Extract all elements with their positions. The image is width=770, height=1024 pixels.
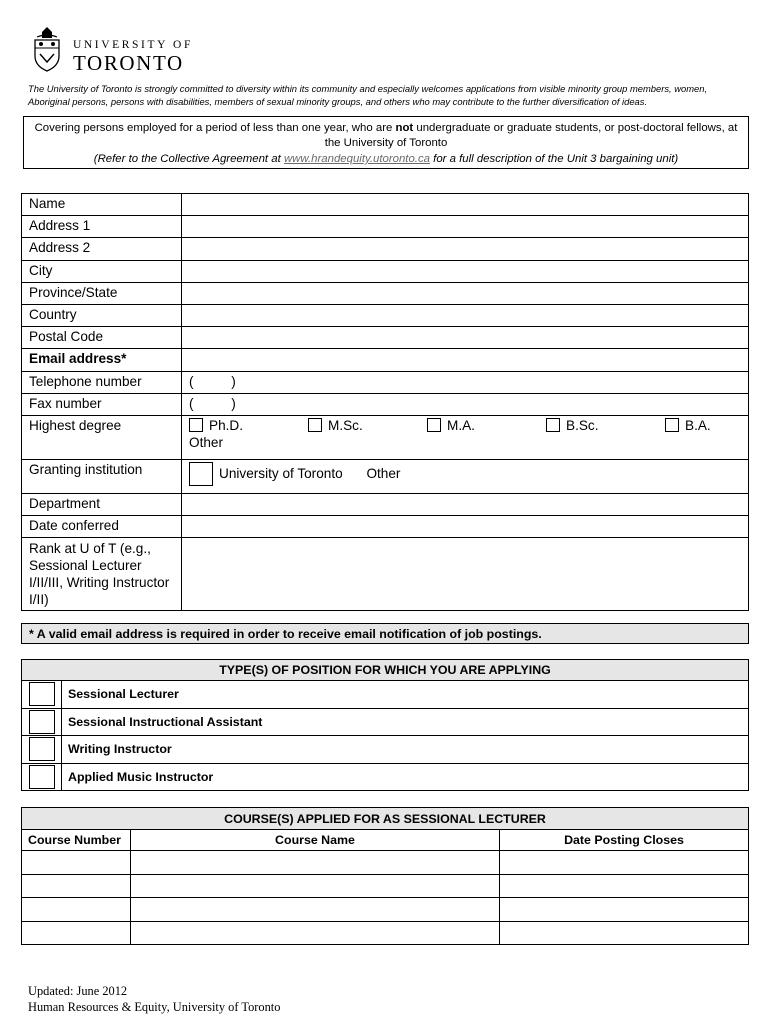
applicant-info-table xyxy=(21,193,749,611)
other-institution-label: Other xyxy=(366,465,401,481)
degree-option-phd[interactable] xyxy=(189,418,308,433)
country-field[interactable] xyxy=(182,304,749,326)
telephone-field[interactable] xyxy=(182,371,749,393)
reference-text-end: for a full description of the Unit 3 bargaining unit) xyxy=(430,153,679,165)
coverage-box xyxy=(23,116,749,169)
degree-option-msc[interactable] xyxy=(308,418,427,433)
courses-header: COURSE(S) APPLIED FOR AS SESSIONAL LECTURER xyxy=(22,808,749,830)
uoft-checkbox[interactable] xyxy=(189,462,213,486)
logo-university-of: UNIVERSITY OF xyxy=(73,39,193,51)
address2-label: Address 2 xyxy=(22,238,182,260)
email-notice: * A valid email address is required in order to receive email notification of job postings. xyxy=(21,623,749,644)
country-label: Country xyxy=(22,304,182,326)
email-field[interactable] xyxy=(182,349,749,371)
crest-icon xyxy=(32,26,62,72)
phd-label: Ph.D. xyxy=(209,417,243,433)
date-conferred-field[interactable] xyxy=(182,516,749,538)
bsc-checkbox[interactable] xyxy=(546,418,560,432)
msc-checkbox[interactable] xyxy=(308,418,322,432)
msc-label: M.Sc. xyxy=(328,417,363,433)
fax-field[interactable] xyxy=(182,393,749,415)
email-label: Email address* xyxy=(22,349,182,371)
degree-option-bsc[interactable] xyxy=(546,418,665,433)
course-name-cell[interactable] xyxy=(131,874,500,898)
coverage-text-bold: not xyxy=(395,122,414,134)
position-types-table xyxy=(21,659,749,791)
coverage-text-end: undergraduate or graduate students, or post-doctoral fellows, at the University of Toronto xyxy=(324,122,738,149)
date-posting-closes-header: Date Posting Closes xyxy=(500,830,749,851)
highest-degree-field xyxy=(182,415,749,459)
course-name-cell[interactable] xyxy=(131,921,500,945)
hrandequity-link[interactable]: www.hrandequity.utoronto.ca xyxy=(283,153,430,165)
rank-label: Rank at U of T (e.g., Sessional Lecturer I/II/III, Writing Instructor I/II) xyxy=(22,538,182,611)
position-checkbox-cell xyxy=(22,708,62,736)
degree-option-ma[interactable] xyxy=(427,418,546,433)
date-posting-closes-cell[interactable] xyxy=(500,898,749,922)
city-label: City xyxy=(22,260,182,282)
coverage-reference xyxy=(34,152,738,167)
ma-label: M.A. xyxy=(447,417,475,433)
address1-field[interactable] xyxy=(182,216,749,238)
name-field[interactable] xyxy=(182,194,749,216)
applied-music-instructor-checkbox[interactable] xyxy=(29,765,55,789)
name-label: Name xyxy=(22,194,182,216)
instructional-assistant-checkbox[interactable] xyxy=(29,710,55,734)
fax-area-code: ( ) xyxy=(189,395,236,411)
writing-instructor-checkbox[interactable] xyxy=(29,737,55,761)
course-number-cell[interactable] xyxy=(22,921,131,945)
province-field[interactable] xyxy=(182,282,749,304)
course-name-cell[interactable] xyxy=(131,898,500,922)
reference-text-start: (Refer to the Collective Agreement at xyxy=(93,153,284,165)
address2-field[interactable] xyxy=(182,238,749,260)
sessional-lecturer-checkbox[interactable] xyxy=(29,682,55,706)
footer xyxy=(28,984,280,1015)
footer-department: Human Resources & Equity, University of Toronto xyxy=(28,999,281,1014)
bsc-label: B.Sc. xyxy=(566,417,599,433)
date-posting-closes-cell[interactable] xyxy=(500,921,749,945)
position-types-header: TYPE(S) OF POSITION FOR WHICH YOU ARE APPLYING xyxy=(22,660,749,681)
date-posting-closes-cell[interactable] xyxy=(500,874,749,898)
province-label: Province/State xyxy=(22,282,182,304)
date-conferred-label: Date conferred xyxy=(22,516,182,538)
fax-label: Fax number xyxy=(22,393,182,415)
position-checkbox-cell xyxy=(22,736,62,764)
instructional-assistant-label: Sessional Instructional Assistant xyxy=(62,708,749,736)
granting-institution-label: Granting institution xyxy=(22,459,182,493)
ma-checkbox[interactable] xyxy=(427,418,441,432)
department-label: Department xyxy=(22,493,182,515)
course-number-cell[interactable] xyxy=(22,898,131,922)
department-field[interactable] xyxy=(182,493,749,515)
course-name-cell[interactable] xyxy=(131,851,500,875)
updated-date: Updated: June 2012 xyxy=(28,984,128,998)
course-name-header: Course Name xyxy=(131,830,500,851)
postal-code-label: Postal Code xyxy=(22,327,182,349)
logo-toronto: TORONTO xyxy=(73,51,184,75)
rank-field[interactable] xyxy=(182,538,749,611)
date-posting-closes-cell[interactable] xyxy=(500,851,749,875)
course-number-cell[interactable] xyxy=(22,851,131,875)
coverage-text-start: Covering persons employed for a period of less than one year, who are xyxy=(34,122,396,134)
telephone-label: Telephone number xyxy=(22,371,182,393)
telephone-area-code: ( ) xyxy=(189,373,236,389)
ba-label: B.A. xyxy=(685,417,711,433)
writing-instructor-label: Writing Instructor xyxy=(62,736,749,764)
course-number-header: Course Number xyxy=(22,830,131,851)
university-logo xyxy=(32,26,202,78)
city-field[interactable] xyxy=(182,260,749,282)
applied-music-instructor-label: Applied Music Instructor xyxy=(62,763,749,791)
diversity-statement: The University of Toronto is strongly committed to diversity within its community and especially welcomes applications from visible minority group members, women, Aboriginal persons, persons with disabilities, members of sexual minority groups, and others who may contribute to the further diversification of ideas. xyxy=(28,83,708,107)
address1-label: Address 1 xyxy=(22,216,182,238)
degree-other-label: Other xyxy=(189,434,223,450)
postal-code-field[interactable] xyxy=(182,327,749,349)
granting-institution-field xyxy=(182,459,749,493)
degree-options xyxy=(189,418,741,433)
uoft-option-label: University of Toronto xyxy=(219,465,343,481)
ba-checkbox[interactable] xyxy=(665,418,679,432)
sessional-lecturer-label: Sessional Lecturer xyxy=(62,681,749,709)
position-checkbox-cell xyxy=(22,681,62,709)
highest-degree-label: Highest degree xyxy=(22,415,182,459)
courses-table xyxy=(21,807,749,945)
position-checkbox-cell xyxy=(22,763,62,791)
coverage-text xyxy=(34,121,738,150)
course-number-cell[interactable] xyxy=(22,874,131,898)
phd-checkbox[interactable] xyxy=(189,418,203,432)
degree-option-ba[interactable] xyxy=(665,418,735,433)
